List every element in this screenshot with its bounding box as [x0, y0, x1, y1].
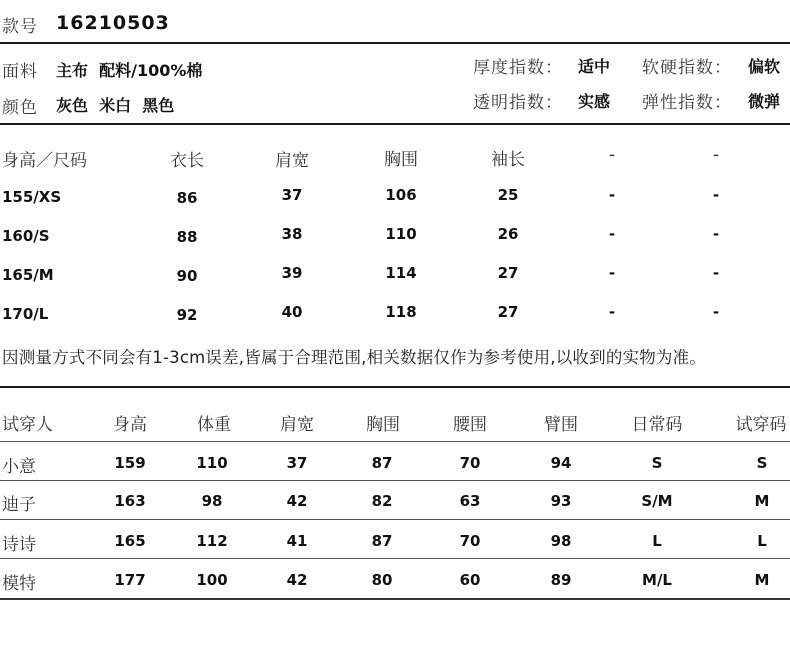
size-cell: 26	[497, 225, 519, 243]
model-cell: L	[652, 532, 662, 550]
model-header-chest: 胸围	[366, 415, 400, 435]
size-cell: 90	[176, 267, 198, 285]
size-cell: -	[712, 303, 720, 321]
size-cell: 86	[176, 189, 198, 207]
model-cell: M	[754, 492, 770, 510]
size-cell: -	[608, 225, 616, 243]
model-cell: 60	[459, 571, 481, 589]
model-header-daily-size: 日常码	[631, 415, 683, 435]
size-cell: 25	[497, 186, 519, 204]
size-cell: 88	[176, 228, 198, 246]
size-cell: -	[712, 225, 720, 243]
model-cell: 89	[550, 571, 572, 589]
size-header-length: 衣长	[170, 151, 204, 171]
size-cell: 37	[281, 186, 303, 204]
size-table-top-divider	[0, 123, 790, 125]
model-cell: 82	[371, 492, 393, 510]
size-cell: 40	[281, 303, 303, 321]
model-cell: 159	[114, 454, 146, 472]
size-cell: -	[712, 186, 720, 204]
size-cell: 27	[497, 303, 519, 321]
model-cell: 110	[196, 454, 228, 472]
fabric-value: 主布 配料/100%棉	[56, 61, 203, 80]
softness-value: 偏软	[748, 57, 781, 76]
model-cell: 42	[286, 492, 308, 510]
model-cell: L	[757, 532, 767, 550]
model-cell: 98	[201, 492, 223, 510]
model-header-tester: 试穿人	[2, 415, 53, 435]
size-cell: 39	[281, 264, 303, 282]
size-cell: 114	[385, 264, 417, 282]
top-divider	[0, 42, 790, 44]
model-cell: 177	[114, 571, 146, 589]
size-cell: 118	[385, 303, 417, 321]
model-row-divider	[0, 558, 790, 559]
model-number-value: 16210503	[56, 12, 170, 34]
size-row-label: 165/M	[2, 266, 54, 284]
transparency-value: 实感	[578, 92, 611, 111]
model-cell: S	[756, 454, 768, 472]
size-header-extra-1: -	[608, 145, 616, 165]
model-table-top-divider	[0, 386, 790, 388]
size-cell: -	[712, 264, 720, 282]
model-header-trial-size: 试穿码	[735, 415, 787, 435]
model-cell: 80	[371, 571, 393, 589]
size-cell: 106	[385, 186, 417, 204]
thickness-label: 厚度指数：	[473, 58, 563, 78]
measurement-note: 因测量方式不同会有1-3cm误差,皆属于合理范围,相关数据仅作为参考使用,以收到的实物为准。	[2, 348, 707, 367]
model-cell: 87	[371, 532, 393, 550]
model-cell: 112	[196, 532, 228, 550]
model-cell: 93	[550, 492, 572, 510]
model-header-arm: 臂围	[544, 415, 578, 435]
model-cell: M/L	[642, 571, 672, 589]
model-cell: S	[651, 454, 663, 472]
model-header-height: 身高	[113, 415, 147, 435]
model-cell: 70	[459, 532, 481, 550]
size-cell: 27	[497, 264, 519, 282]
model-cell: 70	[459, 454, 481, 472]
model-cell: 163	[114, 492, 146, 510]
model-row-label: 小意	[2, 457, 36, 477]
size-row-label: 160/S	[2, 227, 50, 245]
size-row-label: 155/XS	[2, 188, 62, 206]
model-cell: 100	[196, 571, 228, 589]
size-cell: 38	[281, 225, 303, 243]
softness-label: 软硬指数：	[642, 58, 732, 78]
model-row-divider	[0, 480, 790, 481]
model-cell: 87	[371, 454, 393, 472]
model-row-label: 模特	[2, 574, 36, 594]
elasticity-value: 微弹	[748, 92, 781, 111]
size-cell: 110	[385, 225, 417, 243]
size-cell: 92	[176, 306, 198, 324]
size-row-label: 170/L	[2, 305, 49, 323]
color-label: 颜色	[2, 98, 38, 118]
model-table-bottom-divider	[0, 598, 790, 600]
model-cell: 41	[286, 532, 308, 550]
size-cell: -	[608, 303, 616, 321]
elasticity-label: 弹性指数：	[642, 93, 732, 113]
fabric-label: 面料	[2, 62, 38, 82]
model-row-divider	[0, 519, 790, 520]
model-header-shoulder: 肩宽	[280, 415, 314, 435]
model-cell: 42	[286, 571, 308, 589]
size-header-extra-2: -	[712, 145, 720, 165]
size-header-chest: 胸围	[384, 150, 418, 170]
model-row-label: 迪子	[2, 495, 36, 515]
model-cell: 37	[286, 454, 308, 472]
model-header-waist: 腰围	[453, 415, 487, 435]
size-header-shoulder: 肩宽	[275, 151, 309, 171]
model-cell: 94	[550, 454, 572, 472]
size-cell: -	[608, 186, 616, 204]
model-cell: 98	[550, 532, 572, 550]
model-cell: 165	[114, 532, 146, 550]
model-row-label: 诗诗	[2, 535, 36, 555]
size-header-sleeve: 袖长	[491, 150, 525, 170]
model-number-label: 款号	[2, 17, 38, 37]
model-cell: 63	[459, 492, 481, 510]
transparency-label: 透明指数：	[473, 93, 563, 113]
size-header-height-size: 身高／尺码	[2, 151, 87, 171]
model-row-divider	[0, 441, 790, 442]
thickness-value: 适中	[578, 57, 611, 76]
size-cell: -	[608, 264, 616, 282]
color-value: 灰色 米白 黑色	[56, 96, 175, 115]
model-header-weight: 体重	[197, 415, 231, 435]
model-cell: M	[754, 571, 770, 589]
model-cell: S/M	[641, 492, 673, 510]
